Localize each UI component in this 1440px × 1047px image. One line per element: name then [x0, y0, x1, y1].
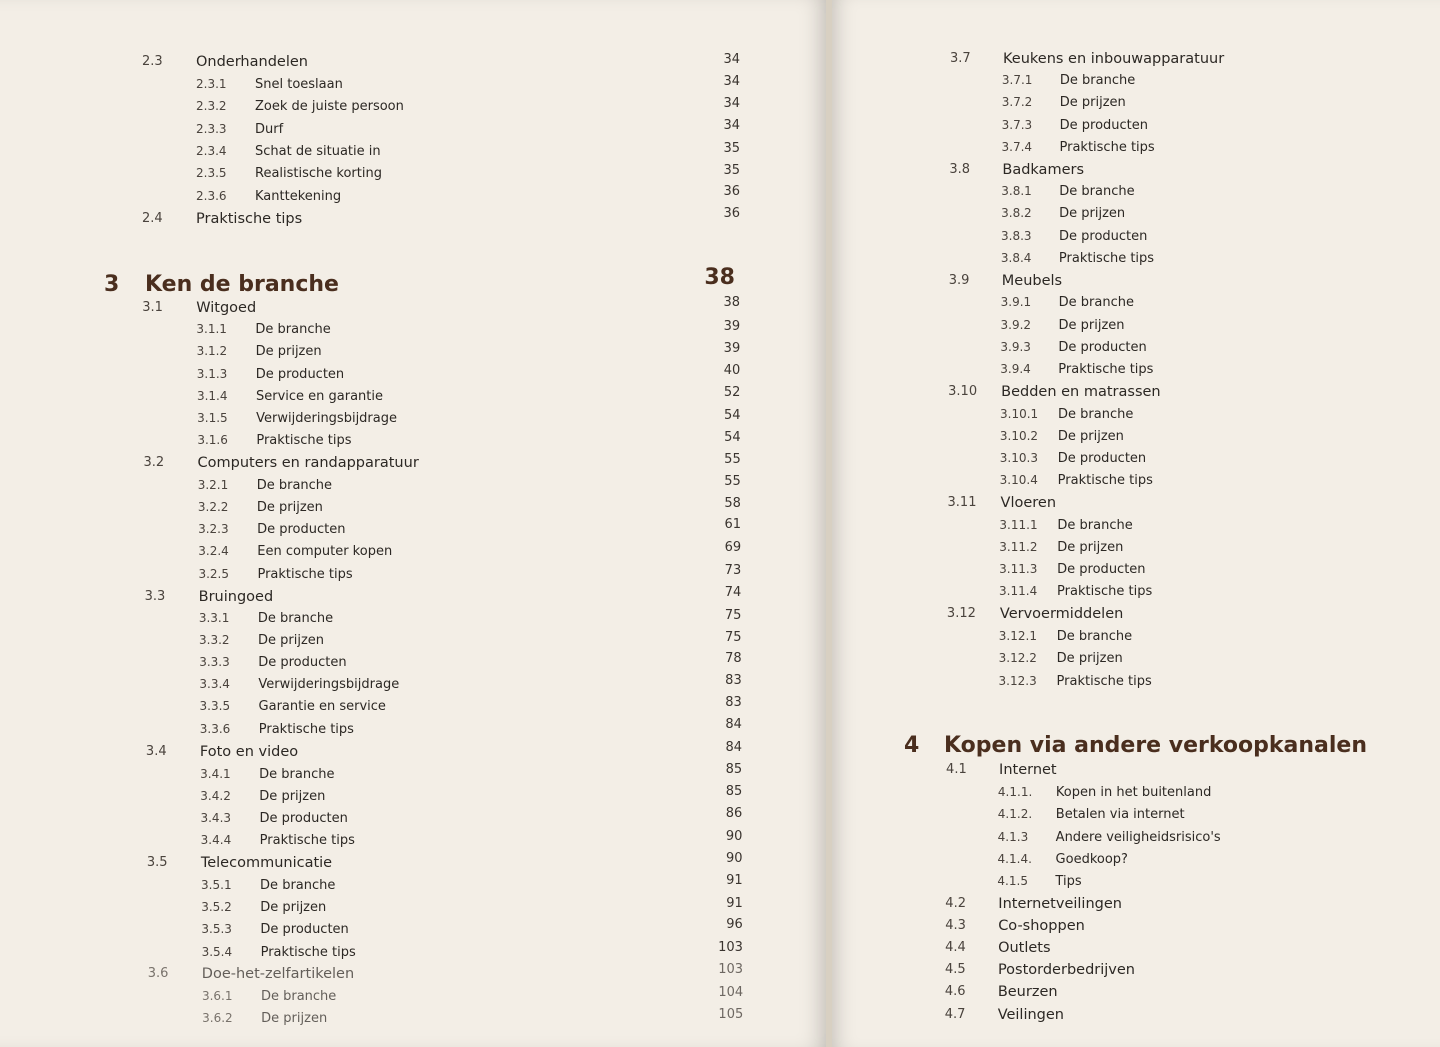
entry-number: 3.1.2	[196, 344, 228, 358]
entry-title: Doe-het-zelfartikelen	[201, 966, 355, 982]
entry-title: De branche	[260, 878, 336, 893]
entry-title: Praktische tips	[257, 567, 353, 582]
entry-number: 2.3.1	[196, 77, 227, 91]
entry-title: Snel toeslaan	[255, 77, 343, 92]
entry-number: 4.5	[944, 962, 966, 977]
entry-number: 3.1.1	[196, 322, 227, 336]
entry-title: Foto en video	[199, 744, 299, 760]
entry-title: Meubels	[1001, 273, 1063, 289]
entry-number: 2.3.6	[196, 189, 227, 203]
page-number: 91	[726, 873, 743, 888]
entry-title: Outlets	[998, 940, 1051, 956]
entry-title: De branche	[1056, 629, 1133, 644]
entry-number: 3.6.2	[202, 1011, 233, 1025]
entry-title: Praktische tips	[1057, 473, 1153, 488]
entry-number: 2.3.3	[196, 122, 227, 136]
entry-number: 3.12.3	[998, 674, 1037, 688]
entry-title: Beurzen	[997, 984, 1058, 1000]
entry-title: De producten	[259, 811, 348, 826]
entry-number: 3.2.5	[198, 567, 229, 581]
entry-title: Telecommunicatie	[200, 855, 333, 871]
page-number: 75	[724, 630, 742, 645]
page-number: 83	[725, 673, 742, 688]
entry-number: 3.1.6	[197, 433, 228, 447]
entry-title: Een computer kopen	[257, 544, 393, 559]
entry-number: 4.1.4.	[997, 852, 1032, 866]
page-number: 96	[726, 917, 743, 932]
page-number: 52	[723, 385, 741, 400]
entry-number: 3.11.2	[999, 540, 1038, 554]
entry-title: Praktische tips	[260, 945, 356, 960]
entry-number: 3.4.3	[200, 811, 232, 825]
entry-title: De prijzen	[256, 500, 323, 515]
entry-number: 3.3.4	[199, 677, 230, 691]
entry-title: Tips	[1055, 874, 1082, 889]
entry-title: Betalen via internet	[1055, 807, 1185, 822]
entry-title: De producten	[1059, 118, 1149, 133]
entry-title: De branche	[1059, 73, 1136, 88]
entry-number: 3.2	[143, 455, 165, 470]
entry-number: 3.8.1	[1001, 184, 1032, 198]
page-number: 84	[725, 740, 743, 755]
entry-number: 3.5.3	[201, 922, 232, 936]
entry-number: 3.8.3	[1001, 229, 1032, 243]
entry-number: 3.9.1	[1000, 295, 1032, 309]
entry-title: De prijzen	[1059, 95, 1126, 110]
page-number: 34	[723, 74, 740, 89]
entry-number: 3.2.2	[197, 500, 229, 514]
entry-number: 3.3	[144, 589, 166, 604]
entry-number: 3.12.1	[998, 629, 1037, 643]
entry-title: De producten	[1057, 451, 1147, 466]
entry-number: 4.1.1.	[997, 785, 1033, 799]
page-number: 85	[725, 762, 743, 777]
entry-number: 3.1.4	[196, 389, 228, 403]
entry-title: Internetveilingen	[998, 896, 1122, 912]
entry-number: 3	[104, 272, 120, 297]
entry-number: 3.8.2	[1001, 206, 1032, 220]
entry-number: 3.1.5	[197, 411, 228, 425]
entry-title: Goedkoop?	[1055, 852, 1128, 867]
entry-number: 2.3.4	[196, 144, 227, 158]
entry-title: De branche	[259, 767, 335, 782]
entry-title: De prijzen	[259, 789, 326, 804]
entry-title: Postorderbedrijven	[997, 962, 1135, 978]
entry-number: 3.3.3	[199, 655, 230, 669]
page-number: 39	[723, 341, 741, 356]
entry-title: Ken de branche	[145, 272, 339, 297]
entry-title: De branche	[260, 989, 337, 1004]
entry-title: De branche	[1059, 184, 1135, 199]
entry-title: De branche	[257, 611, 334, 626]
entry-number: 4.2	[945, 896, 966, 911]
entry-title: De producten	[1058, 340, 1147, 355]
entry-title: De branche	[255, 322, 331, 337]
entry-title: De branche	[1057, 518, 1133, 533]
page-number: 36	[723, 206, 740, 221]
page-number: 90	[725, 829, 743, 844]
entry-title: De prijzen	[261, 1011, 328, 1026]
page-number: 75	[724, 608, 742, 623]
entry-number: 3.4.2	[200, 789, 231, 803]
entry-title: De producten	[258, 655, 347, 670]
entry-number: 3.9.2	[1000, 318, 1032, 332]
entry-title: Praktische tips	[1058, 362, 1154, 377]
entry-title: Vloeren	[1000, 495, 1057, 511]
entry-title: Verwijderingsbijdrage	[258, 677, 400, 692]
page-number: 54	[724, 430, 741, 445]
entry-title: De prijzen	[1058, 318, 1125, 333]
entry-title: Praktische tips	[196, 211, 303, 227]
page-number: 34	[723, 96, 740, 111]
entry-number: 3.4.4	[200, 833, 232, 847]
page-number: 38	[704, 265, 735, 290]
entry-number: 3.11.3	[999, 562, 1038, 576]
entry-title: Vervoermiddelen	[999, 606, 1124, 622]
entry-title: De prijzen	[1056, 651, 1123, 666]
entry-number: 2.3.2	[196, 99, 227, 113]
entry-title: De producten	[260, 922, 349, 937]
entry-title: De branche	[256, 478, 333, 493]
entry-title: Witgoed	[196, 300, 257, 316]
entry-title: De producten	[255, 367, 345, 382]
entry-title: Keukens en inbouwapparatuur	[1003, 51, 1225, 67]
entry-title: Kanttekening	[255, 189, 342, 204]
page-number: 38	[723, 295, 740, 310]
entry-number: 3.6.1	[201, 989, 233, 1003]
entry-number: 3.2.3	[198, 522, 229, 536]
page-number: 73	[724, 563, 742, 578]
page-number: 91	[726, 896, 743, 911]
entry-number: 3.3.5	[199, 699, 231, 713]
entry-number: 3.10	[948, 384, 978, 399]
entry-number: 4.1.5	[997, 874, 1028, 888]
page-number: 55	[724, 452, 741, 467]
entry-title: Badkamers	[1002, 162, 1085, 178]
entry-number: 3.11	[947, 495, 977, 510]
entry-number: 2.3.5	[196, 166, 227, 180]
entry-title: De prijzen	[260, 900, 327, 915]
entry-number: 3.7	[950, 51, 971, 66]
page-number: 55	[724, 474, 741, 489]
entry-title: Garantie en service	[258, 699, 386, 714]
entry-number: 3.3.1	[198, 611, 230, 625]
entry-title: Verwijderingsbijdrage	[256, 411, 397, 426]
entry-number: 4.3	[945, 918, 966, 933]
page-number: 90	[725, 851, 743, 866]
entry-number: 3.7.2	[1001, 95, 1033, 109]
entry-number: 3.12	[946, 606, 976, 621]
entry-title: Praktische tips	[1059, 140, 1155, 155]
entry-number: 3.11.4	[999, 584, 1038, 598]
entry-title: Service en garantie	[255, 389, 383, 404]
entry-number: 2.4	[142, 211, 163, 226]
entry-title: De branche	[1058, 295, 1134, 310]
entry-number: 3.10.3	[999, 451, 1038, 465]
entry-title: De prijzen	[258, 633, 325, 648]
entry-number: 4.1.2.	[997, 807, 1033, 821]
page-number: 74	[724, 585, 742, 600]
entry-title: De producten	[1059, 229, 1148, 244]
entry-title: De prijzen	[255, 344, 322, 359]
entry-number: 3.10.4	[999, 473, 1038, 487]
entry-number: 3.8	[949, 162, 971, 177]
entry-number: 4.7	[944, 1007, 966, 1022]
entry-number: 2.3	[142, 54, 163, 69]
page-number: 61	[724, 517, 742, 532]
entry-number: 3.1	[142, 300, 163, 315]
page-number: 36	[723, 184, 740, 199]
page-number: 105	[718, 1007, 744, 1022]
entry-title: Praktische tips	[258, 722, 354, 737]
page-number: 34	[723, 52, 740, 67]
page-number: 54	[723, 408, 741, 423]
right-page	[832, 0, 1440, 1047]
entry-number: 3.10.1	[1000, 407, 1039, 421]
entry-title: Praktische tips	[256, 433, 352, 448]
entry-title: De producten	[1057, 562, 1146, 577]
entry-number: 3.3.6	[199, 722, 231, 736]
entry-number: 3.5	[146, 855, 168, 870]
page-number: 35	[723, 141, 740, 156]
entry-number: 3.1.3	[196, 367, 228, 381]
entry-number: 3.12.2	[998, 651, 1037, 665]
entry-title: Durf	[255, 122, 284, 137]
entry-title: De prijzen	[1057, 429, 1124, 444]
entry-title: Andere veiligheidsrisico's	[1055, 830, 1221, 845]
entry-number: 4.1.3	[997, 830, 1029, 844]
entry-title: Praktische tips	[1058, 251, 1155, 266]
page-number: 84	[725, 717, 742, 732]
page-number: 69	[724, 540, 742, 555]
page-number: 83	[725, 695, 742, 710]
entry-title: De branche	[1058, 407, 1134, 422]
entry-title: De prijzen	[1057, 540, 1124, 555]
entry-number: 3.3.2	[199, 633, 230, 647]
entry-title: Internet	[999, 762, 1057, 778]
entry-number: 4.1	[946, 762, 967, 777]
entry-number: 3.8.4	[1000, 251, 1032, 265]
entry-title: Realistische korting	[255, 166, 382, 181]
entry-number: 3.2.1	[197, 478, 229, 492]
entry-number: 3.9.4	[1000, 362, 1031, 376]
page-number: 58	[724, 496, 741, 511]
entry-number: 4.4	[945, 940, 966, 955]
entry-title: De producten	[257, 522, 346, 537]
entry-number: 3.4	[145, 744, 167, 759]
entry-title: Computers en randapparatuur	[197, 455, 419, 471]
page-number: 104	[718, 985, 744, 1000]
page-number: 39	[723, 319, 741, 334]
entry-number: 3.2.4	[198, 544, 229, 558]
entry-title: Praktische tips	[1057, 584, 1153, 599]
entry-number: 3.11.1	[999, 518, 1038, 532]
entry-number: 3.7.4	[1001, 140, 1033, 154]
entry-title: Zoek de juiste persoon	[255, 99, 404, 114]
entry-title: De prijzen	[1059, 206, 1126, 221]
entry-number: 4.6	[944, 984, 966, 999]
page-number: 85	[725, 784, 743, 799]
entry-number: 4	[904, 733, 920, 758]
entry-number: 3.9	[948, 273, 970, 288]
entry-title: Praktische tips	[1056, 674, 1152, 689]
entry-number: 3.5.1	[201, 878, 232, 892]
entry-number: 3.4.1	[200, 767, 231, 781]
entry-title: Kopen in het buitenland	[1055, 785, 1212, 800]
entry-title: Schat de situatie in	[255, 144, 381, 159]
entry-number: 3.7.3	[1001, 118, 1033, 132]
entry-title: Kopen via andere verkoopkanalen	[944, 733, 1367, 758]
entry-title: Onderhandelen	[196, 54, 308, 70]
page-number: 35	[723, 163, 740, 178]
entry-number: 3.5.4	[201, 945, 233, 959]
page-number: 103	[718, 962, 744, 977]
entry-title: Bruingoed	[198, 589, 274, 605]
entry-title: Co-shoppen	[998, 918, 1085, 934]
entry-number: 3.5.2	[201, 900, 232, 914]
entry-title: Veilingen	[997, 1007, 1064, 1023]
entry-number: 3.6	[147, 966, 169, 981]
entry-title: Bedden en matrassen	[1001, 384, 1161, 400]
page-number: 86	[725, 806, 743, 821]
page-number: 103	[718, 940, 743, 955]
entry-title: Praktische tips	[259, 833, 355, 848]
page-number: 40	[723, 363, 741, 378]
page-number: 34	[723, 118, 740, 133]
page-number: 78	[725, 651, 742, 666]
entry-number: 3.10.2	[999, 429, 1039, 443]
entry-number: 3.9.3	[1000, 340, 1031, 354]
entry-number: 3.7.1	[1001, 73, 1033, 87]
